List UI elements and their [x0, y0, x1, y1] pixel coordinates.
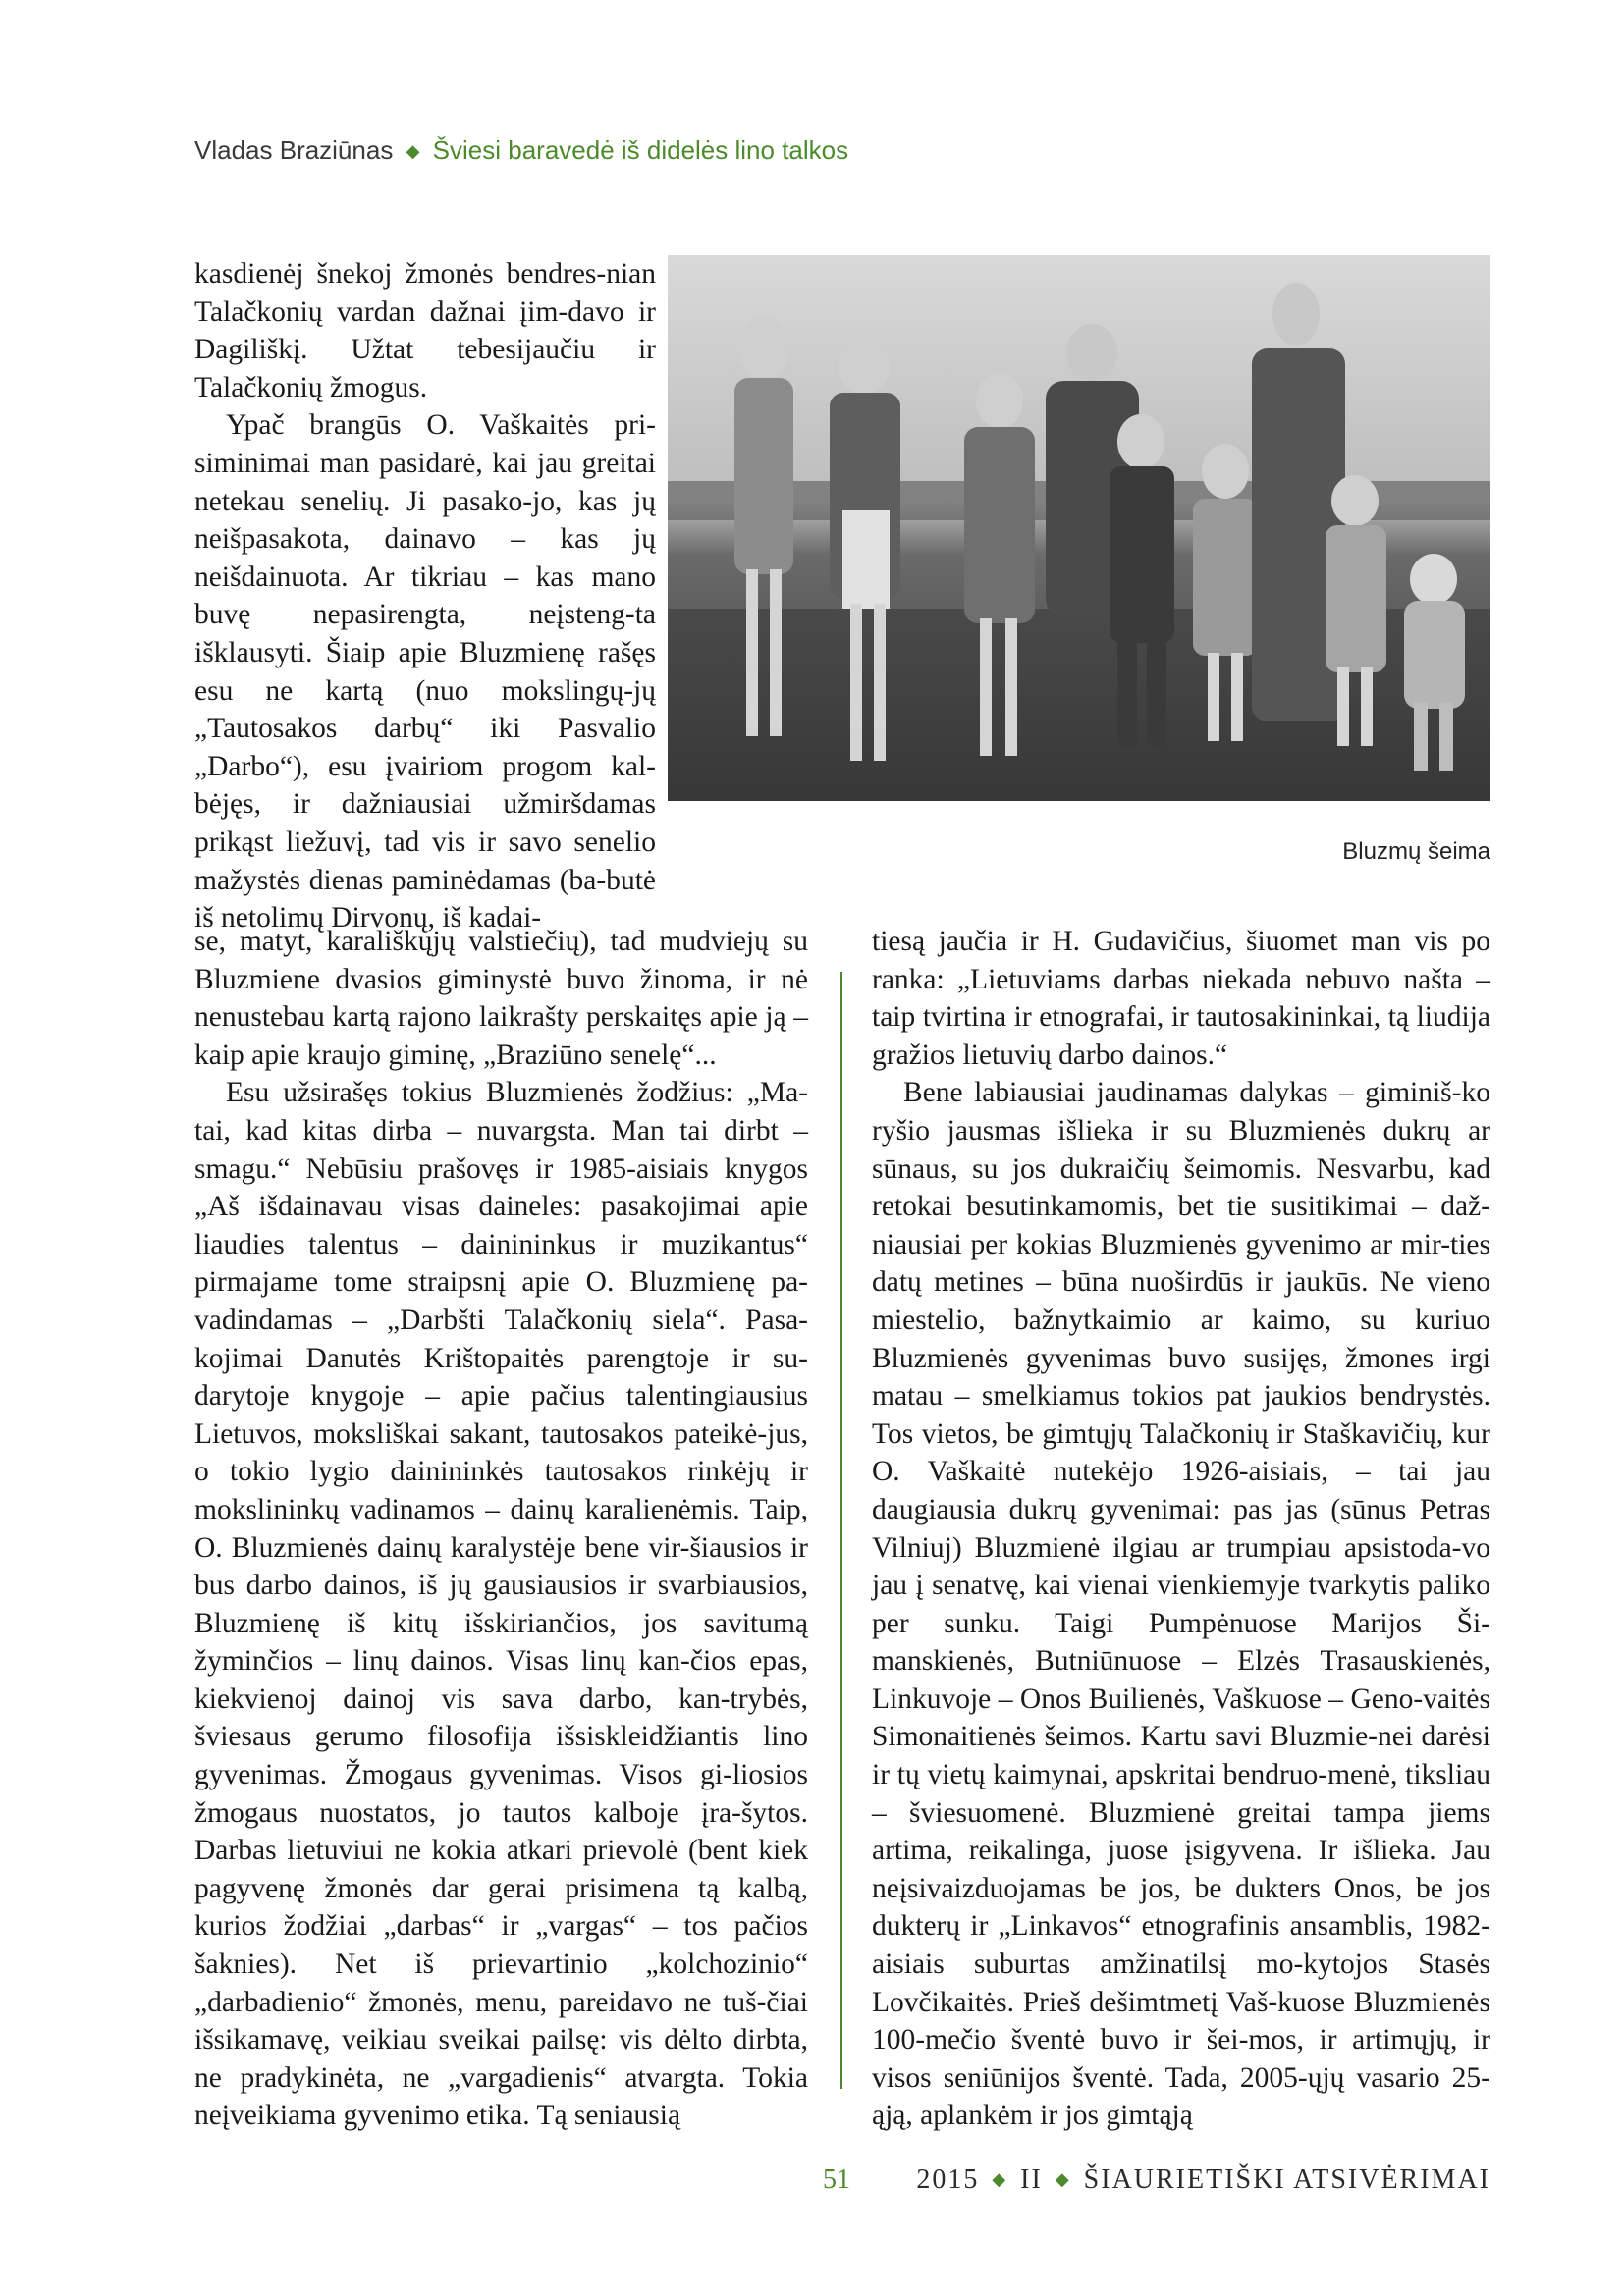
header-separator: ◆ — [406, 141, 420, 161]
text-column-right — [872, 923, 1490, 2135]
journal-footer — [916, 2164, 1490, 2196]
text-column-top — [194, 255, 656, 937]
running-header — [194, 135, 848, 166]
header-title: Šviesi baravedė iš didelės lino talkos — [432, 135, 849, 165]
family-photo-image — [668, 255, 1490, 801]
column-divider — [840, 972, 842, 2089]
paragraph: se, matyt, karališkųjų valstiečių), tad mudviejų su Bluzmiene dvasios giminystė buvo žinoma, ir nė nenustebau kartą rajono laikraštу perskaitęs apie ją – kaip apie kraujo giminę, „Braziūno senelę“... — [194, 926, 808, 1071]
footer-separator: ◆ — [992, 2169, 1008, 2189]
paragraph: Ypač brangūs O. Vaškaitės pri-siminimai man pasidarė, kai jau greitai netekau senelių. Ji pasako-jo, kas jų neišpasakota, dainavo – kas jų neišdainuota. Ar tikriau – kas mano buvę nepasirengta, neįsteng-ta išklausyti. Šiaip apie Bluzmienę rašęs esu ne kartą (nuo mokslingų-jų „Tautosakos darbų“ iki Pasvalio „Darbo“), esu įvairiom progom kal-bėjęs, ir dažniausiai užmiršdamas prikąst liežuvį, tad vis ir savo senelio mažystės dienas paminėdamas (ba-butė iš netolimų Dirvonų, iš kadai- — [194, 409, 656, 934]
text-column-left — [194, 923, 808, 2135]
footer-issue: II — [1020, 2164, 1043, 2195]
header-author: Vladas Braziūnas — [194, 135, 394, 165]
footer-year: 2015 — [916, 2164, 980, 2195]
paragraph: Bene labiausiai jaudinamas dalykas – giminiš-ko ryšio jausmas išlieka ir su Bluzmienės dukrų ar sūnaus, su jos dukraičių šeimomis. Nesvarbu, kad retokai besutinkamomis, bet tie susitikimai – daž-niausiai per kokias Bluzmienės gyvenimo ar mir-ties datų metines – būna nuoširdūs ir jaukūs. Ne vieno miestelio, bažnytkaimio ar kaimo, su kuriuo Bluzmienės gyvenimas buvo susijęs, žmones irgi matau – smelkiamus tokios pat jaukios bendrystės. Tos vietos, be gimtųjų Talačkonių ir Staškavičių, kur O. Vaškaitė nutekėjo 1926-aisiais, – tai jau daugiausia dukrų gyvenimai: pas jas (sūnus Petras Vilniuj) Bluzmienė ilgiau ar trumpiau apsistoda-vo jau į senatvę, kai vienai vienkiemyje tvarkytis paliko per sunku. Taigi Pumpėnuose Marijos Ši-manskienės, Butniūnuose – Elzės Trasauskienės, Linkuvoje – Onos Builienės, Vaškuose – Geno-vaitės Simonaitienės šeimos. Kartu savi Bluzmie-nei darėsi ir tų vietų kaimynai, apskritai bendruo-menė, tiksliau – šviesuomenė. Bluzmienė greitai tampa jiems artima, reikalinga, juose įsigyvena. Ir išlieka. Jau neįsivaizduojamas be jos, be dukters Onos, be jos dukterų ir „Linkavos“ etnografinis ansamblis, 1982-aisiais suburtas amžinatilsį mo-kytojos Stasės Lovčikaitės. Prieš dešimtmetį Vaš-kuose Bluzmienės 100-mečio šventė buvo ir šei-mos, ir artimųjų, ir visos seniūnijos šventė. Tada, 2005-ųjų vasario 25-ąją, aplankėm ir jos gimtąją — [872, 1077, 1490, 2132]
footer-separator-2: ◆ — [1055, 2169, 1071, 2189]
family-photo — [668, 255, 1490, 801]
footer-journal-title: ŠIAURIETIŠKI ATSIVĖRIMAI — [1083, 2164, 1490, 2195]
paragraph: Esu užsirašęs tokius Bluzmienės žodžius: „Ma-tai, kad kitas dirba – nuvargsta. Man tai dirbt – smagu.“ Nebūsiu prašovęs ir 1985-aisiais knygos „Aš išdainavau visas daineles: pasakojimai apie liaudies talentus – dainininkus ir muzikantus“ pirmajame tome straipsnį apie O. Bluzmienę pa-vadindamas – „Darbšti Talačkonių siela“. Pasa-kojimai Danutės Krištopaitės parengtoje ir su-darytoje knygoje – apie pačius talentingiausius Lietuvos, moksliškai sakant, tautosakos pateikė-jus, o tokio lygio dainininkės tautosakos rinkėjų ir mokslininkų vadinamos – dainų karalienėmis. Taip, O. Bluzmienės dainų karalystėje bene vir-šiausios ir bus darbo dainos, iš jų gausiausios ir svarbiausios, Bluzmienę iš kitų išskiriančios, jos savitumą žyminčios – linų dainos. Visas linų kan-čios epas, kiekvienoj dainoj vis sava darbo, kan-trybės, šviesaus gerumo filosofija išsiskleidžiantis lino gyvenimas. Žmogaus gyvenimas. Visos gi-liosios žmogaus nuostatos, jo tautos kalboje įra-šytos. Darbas lietuviui ne kokia atkari prievolė (bent kiek pagyvenę žmonės dar gerai prisimena tą kalbą, kurios žodžiai „darbas“ ir „vargas“ – tos pačios šaknies). Net iš prievartinio „kolchozinio“ „darbadienio“ žmonės, menu, pareidavo ne tuš-čiai išsikamavę, veikiau sveikai pailsę: vis dėlto dirbta, ne pradykinėta, ne „vargadienis“ atvargta. Tokia neįveikiama gyvenimo etika. Tą seniausią — [194, 1077, 808, 2132]
photo-caption: Bluzmų šeima — [1342, 838, 1490, 865]
paragraph: kasdienėj šnekoj žmonės bendres-nian Talačkonių vardan dažnai įim-davo ir Dagiliškį. Užtat tebesijaučiu ir Talačkonių žmogus. — [194, 258, 656, 403]
page-number: 51 — [823, 2164, 850, 2195]
paragraph: tiesą jaučia ir H. Gudavičius, šiuomet man vis po ranka: „Lietuviams darbas niekada nebuvo našta – taip tvirtina ir etnografai, ir tautosakininkai, tą liudija gražios lietuvių darbo dainos.“ — [872, 926, 1490, 1071]
